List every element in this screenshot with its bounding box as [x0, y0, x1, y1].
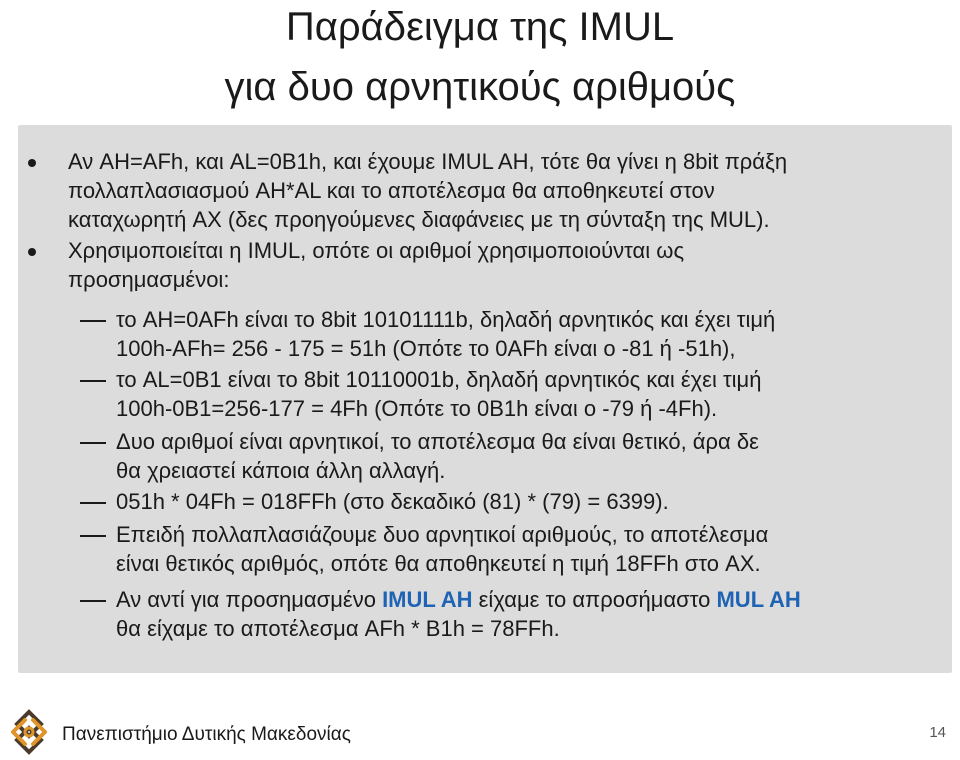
bullet-item-1 [68, 147, 948, 234]
bullet-2-line-2: προσημασμένοι: [68, 267, 230, 292]
bullet-item-2 [68, 236, 948, 294]
content-box [18, 125, 952, 673]
footer-university: Πανεπιστήμιο Δυτικής Μακεδονίας [62, 724, 351, 745]
dash-bullet-icon [80, 535, 106, 537]
bullet-dot-icon [28, 159, 36, 167]
subitem-3-line-1: Δυο αριθμοί είναι αρνητικοί, το αποτέλεσμα θα είναι θετικό, άρα δε [116, 429, 759, 454]
bullet-1-line-3: καταχωρητή AX (δες προηγούμενες διαφάνειες με τη σύνταξη της MUL). [68, 207, 770, 232]
mul-ah-highlight: MUL AH [716, 587, 801, 612]
subitem-6 [116, 585, 946, 643]
content-body [18, 125, 952, 673]
subitem-4 [116, 487, 946, 516]
subitem-4-line-1: 051h * 04Fh = 018FFh (στο δεκαδικό (81) * (79) = 6399). [116, 489, 669, 514]
subitem-6-line-2: θα είχαμε το αποτέλεσμα AFh * B1h = 78FFh. [116, 616, 560, 641]
subitem-6-line-1 [116, 585, 946, 614]
dash-bullet-icon [80, 502, 106, 504]
subitem-5-line-2: είναι θετικός αριθμός, οπότε θα αποθηκευτεί η τιμή 18FFh στο AX. [116, 551, 761, 576]
subitem-6-text-mid: είχαμε το απροσήμαστο [472, 587, 717, 612]
title-line-2: για δυο αρνητικούς αριθμούς [224, 65, 736, 109]
page-number: 14 [929, 724, 946, 741]
subitem-5 [116, 520, 946, 578]
imul-ah-highlight: IMUL AH [382, 587, 473, 612]
subitem-2 [116, 365, 946, 423]
subitem-2-line-1: το AL=0B1 είναι το 8bit 10110001b, δηλαδή αρνητικός και έχει τιμή [116, 367, 762, 392]
bullet-dot-icon [28, 248, 36, 256]
subitem-5-line-1: Επειδή πολλαπλασιάζουμε δυο αρνητικοί αριθμούς, το αποτέλεσμα [116, 522, 769, 547]
dash-bullet-icon [80, 320, 106, 322]
subitem-1-line-1: το AH=0AFh είναι το 8bit 10101111b, δηλαδή αρνητικός και έχει τιμή [116, 307, 776, 332]
bullet-1-line-2: πολλαπλασιασμού AH*AL και το αποτέλεσμα θα αποθηκευτεί στον [68, 178, 715, 203]
title-line-1: Παράδειγμα της IMUL [285, 5, 675, 49]
subitem-1 [116, 305, 946, 363]
dash-bullet-icon [80, 600, 106, 602]
university-knot-logo-icon [6, 708, 52, 756]
subitem-1-line-2: 100h-AFh= 256 - 175 = 51h (Οπότε το 0AFh είναι ο -81 ή -51h), [116, 336, 736, 361]
dash-bullet-icon [80, 442, 106, 444]
subitem-3 [116, 427, 946, 485]
subitem-3-line-2: θα χρειαστεί κάποια άλλη αλλαγή. [116, 458, 446, 483]
dash-bullet-icon [80, 380, 106, 382]
bullet-1-line-1: Αν AH=AFh, και AL=0B1h, και έχουμε IMUL AH, τότε θα γίνει η 8bit πράξη [68, 149, 788, 174]
subitem-6-text-pre: Αν αντί για προσημασμένο [116, 587, 383, 612]
bullet-2-line-1: Χρησιμοποιείται η IMUL, οπότε οι αριθμοί χρησιμοποιούνται ως [68, 238, 685, 263]
subitem-2-line-2: 100h-0B1=256-177 = 4Fh (Οπότε το 0B1h είναι ο -79 ή -4Fh). [116, 396, 718, 421]
